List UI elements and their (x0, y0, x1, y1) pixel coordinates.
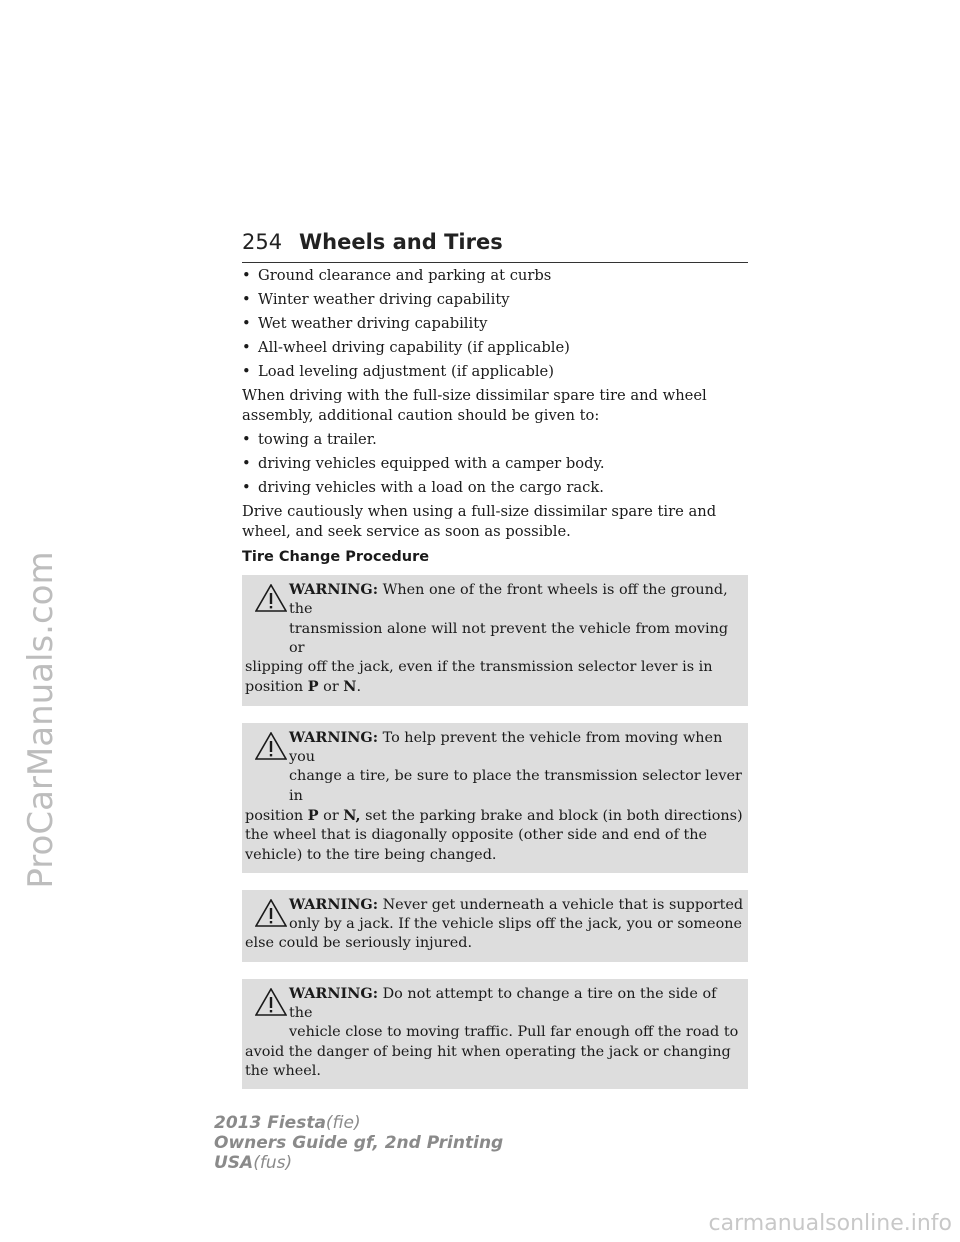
subheading: Tire Change Procedure (242, 549, 430, 565)
intro-paragraph: When driving with the full-size dissimilar spare tire and wheel assembly, additional caution should be given to: (242, 387, 707, 424)
list-item: • towing a trailer. (242, 431, 377, 448)
bullet-icon: • (242, 267, 251, 284)
caution-paragraph: Drive cautiously when using a full-size dissimilar spare tire and wheel, and seek service as soon as possible. (242, 503, 717, 540)
bullet-icon: • (242, 291, 251, 308)
warning-box: WARNING: When one of the front wheels is off the ground, the transmission alone will not prevent the vehicle from moving or slipping off the jack, even if the transmission selector lever is in position P or N. (242, 575, 748, 706)
side-watermark-text: ProCarManuals.com (21, 551, 61, 889)
bullet-icon: • (242, 315, 251, 332)
warning-triangle-icon (255, 584, 287, 612)
warning-box: WARNING: To help prevent the vehicle from moving when you change a tire, be sure to place the transmission selector lever in position P or N, set the parking brake and block (in both directions) the wheel that is diagonally opposite (other side and end of the vehicle) to the tire being changed. (242, 723, 748, 873)
warning-box: WARNING: Do not attempt to change a tire on the side of the vehicle close to moving traffic. Pull far enough off the road to avoid the danger of being hit when operating the jack or changing the wheel. (242, 979, 748, 1089)
page-number: 254 (242, 230, 283, 254)
warning-box: WARNING: Never get underneath a vehicle that is supported only by a jack. If the vehicle slips off the jack, you or someone else could be seriously injured. (242, 890, 748, 962)
warning-label: WARNING: (289, 984, 379, 1002)
warning-label: WARNING: (289, 581, 379, 598)
bullet-icon: • (242, 339, 251, 356)
list-item: • Winter weather driving capability (242, 291, 510, 308)
warning-label: WARNING: (289, 728, 379, 746)
list-item: • Wet weather driving capability (242, 315, 488, 332)
footer-model: 2013 Fiesta (214, 1113, 326, 1133)
list-item: • Load leveling adjustment (if applicable) (242, 363, 554, 380)
page-content (242, 266, 748, 1106)
warning-triangle-icon (255, 899, 287, 927)
bottom-watermark[interactable]: carmanualsonline.info (708, 1211, 952, 1236)
page-header (242, 226, 748, 263)
warning-triangle-icon (255, 988, 287, 1016)
bullet-icon: • (242, 455, 251, 472)
footer-market-code: (fus) (253, 1153, 293, 1173)
page-footer (214, 1113, 503, 1173)
list-item: • driving vehicles with a load on the cargo rack. (242, 479, 604, 496)
footer-market: USA (214, 1153, 254, 1173)
footer-guide: Owners Guide gf, 2nd Printing (214, 1133, 504, 1153)
bullet-icon: • (242, 431, 251, 448)
list-item: • driving vehicles equipped with a camper body. (242, 455, 605, 472)
list-item: • All-wheel driving capability (if applicable) (242, 339, 570, 356)
warning-label: WARNING: (289, 895, 379, 913)
side-watermark (8, 420, 68, 1020)
footer-model-code: (fie) (325, 1113, 361, 1133)
bullet-icon: • (242, 363, 251, 380)
warning-triangle-icon (255, 732, 287, 760)
list-item: • Ground clearance and parking at curbs (242, 267, 552, 284)
section-title: Wheels and Tires (299, 230, 503, 254)
bullet-icon: • (242, 479, 251, 496)
